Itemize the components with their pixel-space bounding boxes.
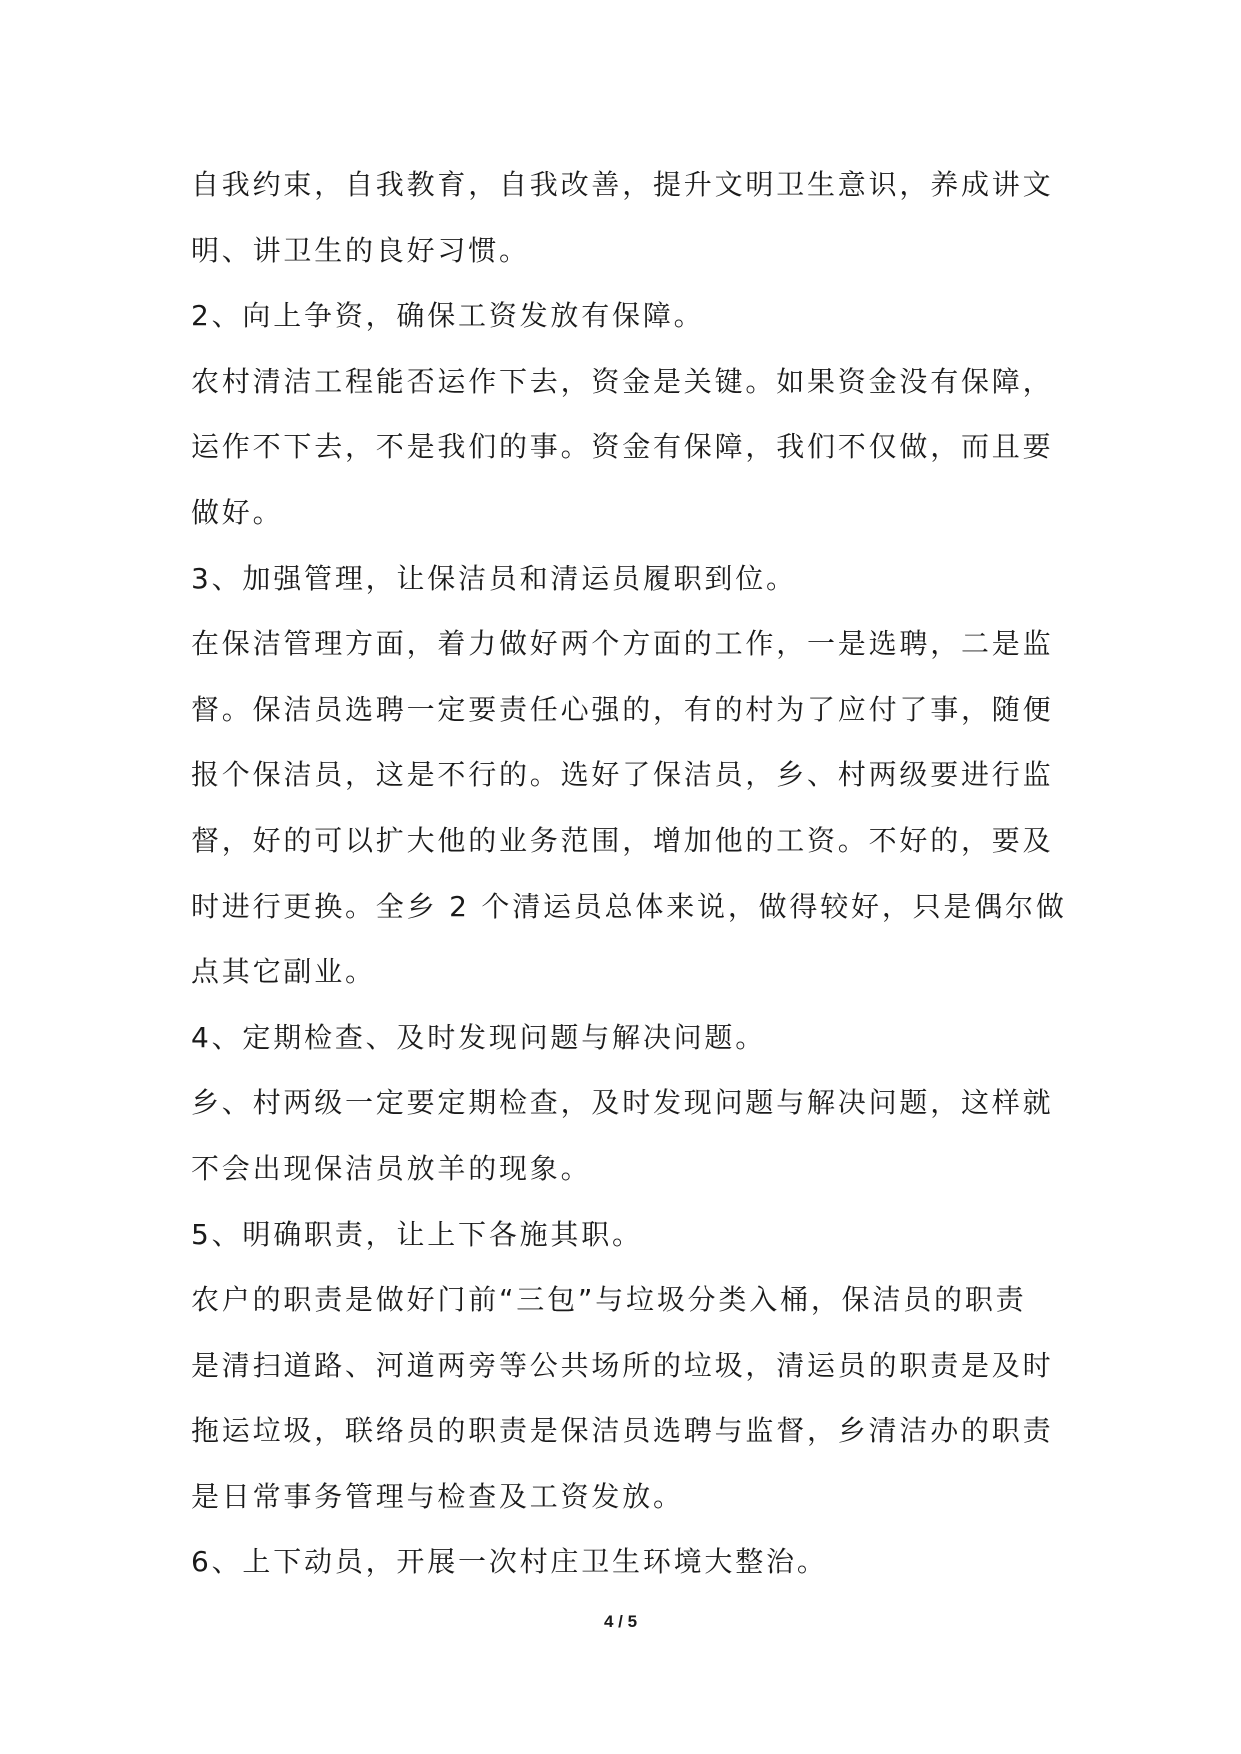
body-line: 是清扫道路、河道两旁等公共场所的垃圾，清运员的职责是及时 xyxy=(191,1348,1054,1382)
page-number: 4 / 5 xyxy=(603,1612,638,1631)
body-line: 运作不下去，不是我们的事。资金有保障，我们不仅做，而且要 xyxy=(191,430,1054,464)
body-line: 拖运垃圾，联络员的职责是保洁员选聘与监督，乡清洁办的职责 xyxy=(191,1414,1054,1448)
body-line: 时进行更换。全乡 2 个清运员总体来说，做得较好，只是偶尔做 xyxy=(191,889,1067,923)
body-line: 报个保洁员，这是不行的。选好了保洁员，乡、村两级要进行监 xyxy=(191,758,1054,792)
body-text xyxy=(191,152,1191,1595)
body-line: 明、讲卫生的良好习惯。 xyxy=(191,233,530,267)
body-line: 点其它副业。 xyxy=(191,955,376,989)
body-line: 乡、村两级一定要定期检查，及时发现问题与解决问题，这样就 xyxy=(191,1086,1054,1120)
body-line: 农户的职责是做好门前“三包”与垃圾分类入桶，保洁员的职责 xyxy=(191,1283,1027,1317)
body-line: 农村清洁工程能否运作下去，资金是关键。如果资金没有保障， xyxy=(191,364,1054,398)
body-line: 是日常事务管理与检查及工资发放。 xyxy=(191,1479,684,1513)
body-line: 督，好的可以扩大他的业务范围，增加他的工资。不好的，要及 xyxy=(191,823,1054,857)
body-line: 不会出现保洁员放羊的现象。 xyxy=(191,1151,592,1185)
body-line: 做好。 xyxy=(191,495,284,529)
section-heading: 2、向上争资，确保工资发放有保障。 xyxy=(191,299,705,333)
body-line: 自我约束，自我教育，自我改善，提升文明卫生意识，养成讲文 xyxy=(191,168,1054,201)
section-heading: 3、加强管理，让保洁员和清运员履职到位。 xyxy=(191,561,797,595)
body-line: 督。保洁员选聘一定要责任心强的，有的村为了应付了事，随便 xyxy=(191,692,1054,726)
body-line: 在保洁管理方面，着力做好两个方面的工作，一是选聘，二是监 xyxy=(191,627,1054,661)
section-heading: 4、定期检查、及时发现问题与解决问题。 xyxy=(191,1020,767,1054)
section-heading: 5、明确职责，让上下各施其职。 xyxy=(191,1217,643,1251)
section-heading: 6、上下动员，开展一次村庄卫生环境大整治。 xyxy=(191,1545,828,1579)
